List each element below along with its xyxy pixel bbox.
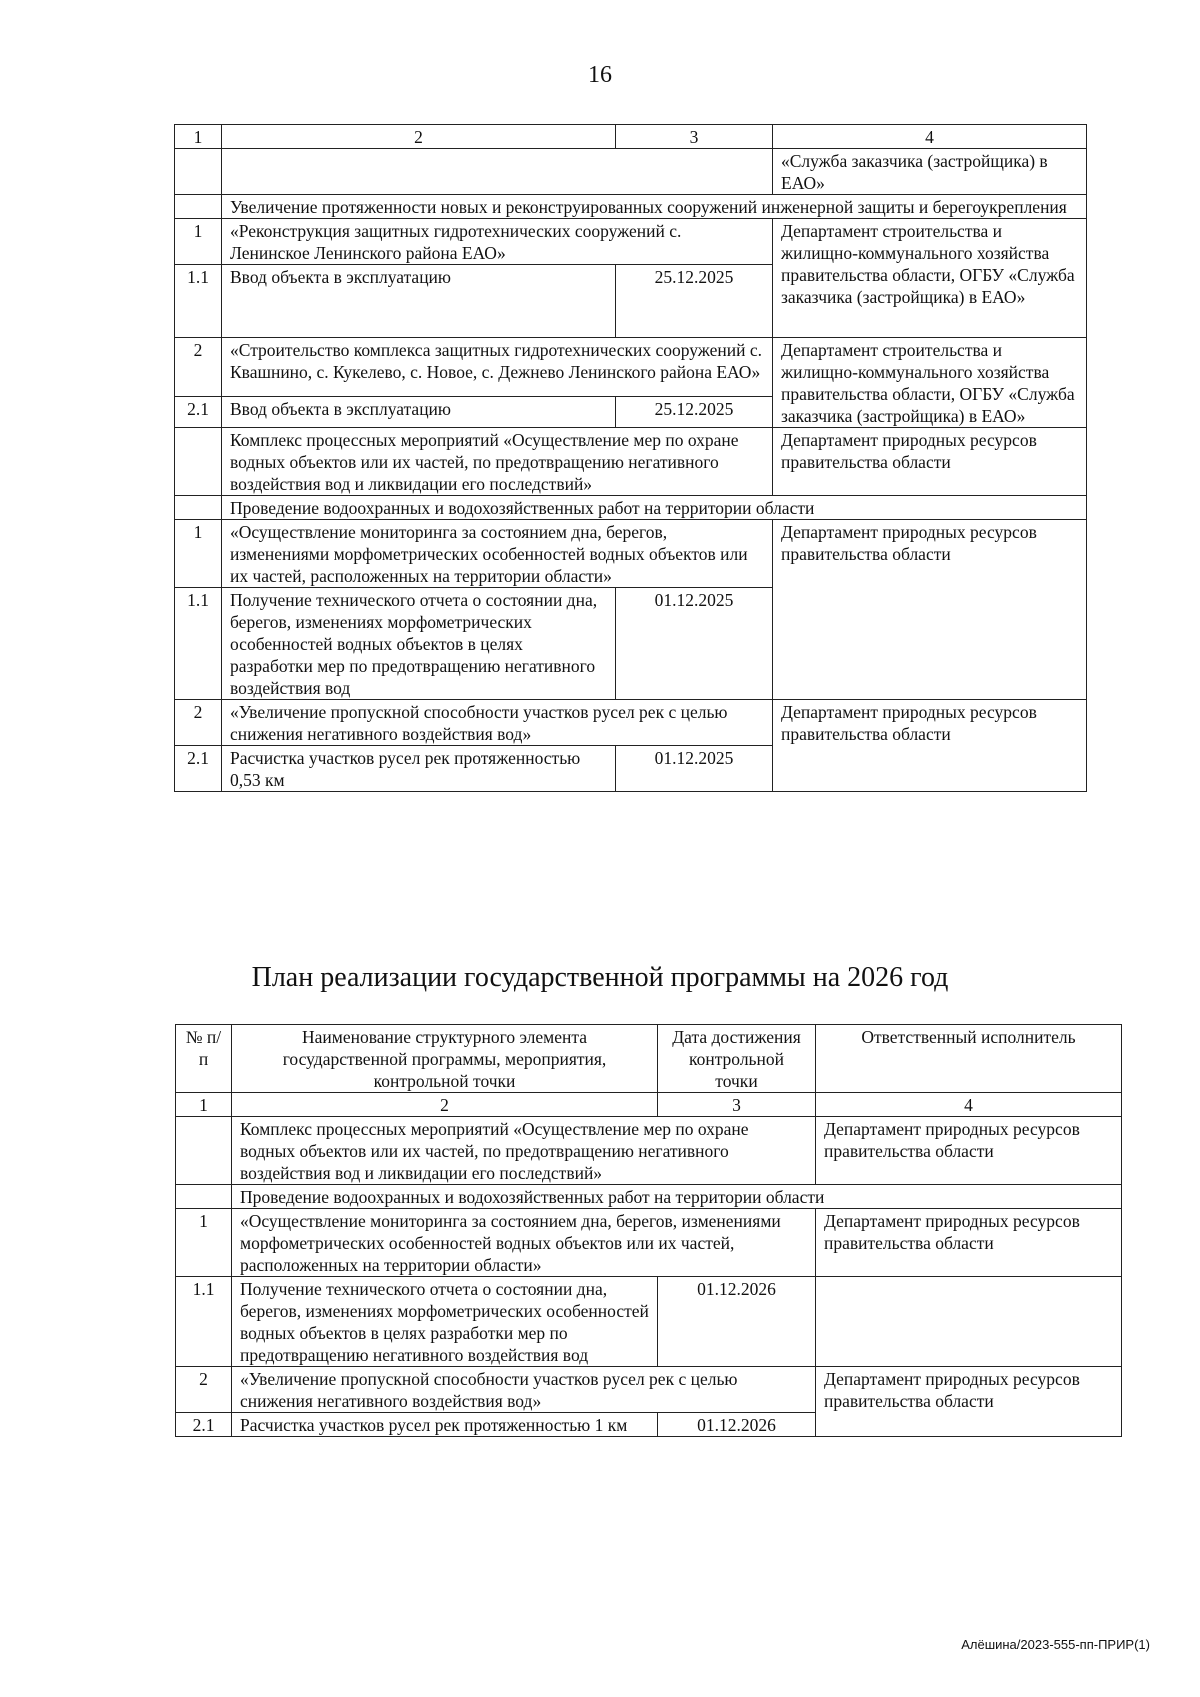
table-row <box>176 1277 1122 1367</box>
page-number: 16 <box>588 62 612 88</box>
table-row <box>176 1367 1122 1413</box>
activity-name: «Увеличение пропускной способности участков русел рек с целью снижения негативного воздействия вод» <box>222 700 773 746</box>
section-title: Увеличение протяженности новых и реконструированных сооружений инженерной защиты и берегоукрепления <box>222 195 1087 219</box>
row-number: 2.1 <box>175 397 222 428</box>
document-code: Алёшина/2023-555-пп-ПРИР(1) <box>961 1637 1150 1652</box>
executor-cell: «Служба заказчика (застройщика) в ЕАО» <box>773 149 1087 195</box>
checkpoint-name: Ввод объекта в эксплуатацию <box>222 265 616 338</box>
checkpoint-date: 01.12.2025 <box>616 746 773 792</box>
section-title: Проведение водоохранных и водохозяйственных работ на территории области <box>232 1185 1122 1209</box>
row-number: 1 <box>175 520 222 588</box>
plan-table-2025-continued <box>174 124 1087 792</box>
table-row <box>175 520 1087 588</box>
executor-cell: Департамент природных ресурсов правительства области <box>773 428 1087 496</box>
row-number: 1 <box>175 219 222 265</box>
table-row <box>175 149 1087 195</box>
executor-cell: Департамент природных ресурсов правительства области <box>773 700 1087 792</box>
table-row <box>176 1117 1122 1185</box>
col-number-cell: 4 <box>816 1093 1122 1117</box>
activity-name: «Реконструкция защитных гидротехнических сооружений с. Ленинское Ленинского района ЕАО» <box>222 219 773 265</box>
checkpoint-date: 01.12.2025 <box>616 588 773 700</box>
checkpoint-date: 01.12.2026 <box>658 1277 816 1367</box>
checkpoint-name: Получение технического отчета о состоянии дна, берегов, изменениях морфометрических особенностей водных объектов в целях разработки мер по предотвращению негативного воздействия вод <box>232 1277 658 1367</box>
header-row <box>176 1025 1122 1093</box>
plan-title: План реализации государственной программы на 2026 год <box>251 962 949 993</box>
col-number-cell: 3 <box>658 1093 816 1117</box>
section-row <box>175 496 1087 520</box>
header-cell: Дата достижения контрольной точки <box>658 1025 816 1093</box>
col-number-cell: 1 <box>175 125 222 149</box>
table-row <box>175 700 1087 746</box>
header-cell: Ответственный исполнитель <box>816 1025 1122 1093</box>
activity-name: «Увеличение пропускной способности участков русел рек с целью снижения негативного воздействия вод» <box>232 1367 816 1413</box>
row-number: 1.1 <box>175 588 222 700</box>
checkpoint-name: Расчистка участков русел рек протяженностью 0,53 км <box>222 746 616 792</box>
row-number: 2 <box>175 700 222 746</box>
activity-name: «Строительство комплекса защитных гидротехнических сооружений с. Квашнино, с. Кукелево, с. Новое, с. Дежнево Ленинского района ЕАО» <box>222 338 773 397</box>
activity-name: «Осуществление мониторинга за состоянием дна, берегов, изменениями морфометрических особенностей водных объектов или их частей, расположенных на территории области» <box>232 1209 816 1277</box>
row-number: 2 <box>175 338 222 397</box>
header-cell: Наименование структурного элемента государственной программы, мероприятия, контрольной точки <box>232 1025 658 1093</box>
table-row <box>175 428 1087 496</box>
checkpoint-name: Получение технического отчета о состоянии дна, берегов, изменениях морфометрических особенностей водных объектов в целях разработки мер по предотвращению негативного воздействия вод <box>222 588 616 700</box>
executor-cell: Департамент природных ресурсов правительства области <box>816 1117 1122 1185</box>
executor-cell: Департамент строительства и жилищно-коммунального хозяйства правительства области, ОГБУ «Служба заказчика (застройщика) в ЕАО» <box>773 338 1087 428</box>
section-row <box>176 1185 1122 1209</box>
col-number-cell: 1 <box>176 1093 232 1117</box>
column-number-row <box>176 1093 1122 1117</box>
checkpoint-name: Расчистка участков русел рек протяженностью 1 км <box>232 1413 658 1437</box>
section-title: Проведение водоохранных и водохозяйственных работ на территории области <box>222 496 1087 520</box>
checkpoint-date: 01.12.2026 <box>658 1413 816 1437</box>
col-number-cell: 2 <box>232 1093 658 1117</box>
executor-cell: Департамент природных ресурсов правительства области <box>816 1209 1122 1277</box>
executor-cell: Департамент природных ресурсов правительства области <box>773 520 1087 700</box>
col-number-cell: 2 <box>222 125 616 149</box>
col-number-cell: 3 <box>616 125 773 149</box>
row-number: 2.1 <box>175 746 222 792</box>
table-row <box>175 338 1087 397</box>
table-row <box>176 1209 1122 1277</box>
complex-name: Комплекс процессных мероприятий «Осуществление мер по охране водных объектов или их частей, по предотвращению негативного воздействия вод и ликвидации его последствий» <box>222 428 773 496</box>
row-number: 1.1 <box>176 1277 232 1367</box>
checkpoint-date: 25.12.2025 <box>616 397 773 428</box>
table-row <box>175 219 1087 265</box>
row-number: 2 <box>176 1367 232 1413</box>
header-cell: № п/п <box>176 1025 232 1093</box>
column-number-row <box>175 125 1087 149</box>
checkpoint-date: 25.12.2025 <box>616 265 773 338</box>
activity-name: «Осуществление мониторинга за состоянием дна, берегов, изменениями морфометрических особенностей водных объектов или их частей, расположенных на территории области» <box>222 520 773 588</box>
executor-cell: Департамент строительства и жилищно-коммунального хозяйства правительства области, ОГБУ «Служба заказчика (застройщика) в ЕАО» <box>773 219 1087 338</box>
checkpoint-name: Ввод объекта в эксплуатацию <box>222 397 616 428</box>
plan-table-2026 <box>175 1024 1122 1437</box>
row-number: 2.1 <box>176 1413 232 1437</box>
complex-name: Комплекс процессных мероприятий «Осуществление мер по охране водных объектов или их частей, по предотвращению негативного воздействия вод и ликвидации его последствий» <box>232 1117 816 1185</box>
col-number-cell: 4 <box>773 125 1087 149</box>
executor-cell: Департамент природных ресурсов правительства области <box>816 1367 1122 1437</box>
section-row <box>175 195 1087 219</box>
row-number: 1 <box>176 1209 232 1277</box>
row-number: 1.1 <box>175 265 222 338</box>
